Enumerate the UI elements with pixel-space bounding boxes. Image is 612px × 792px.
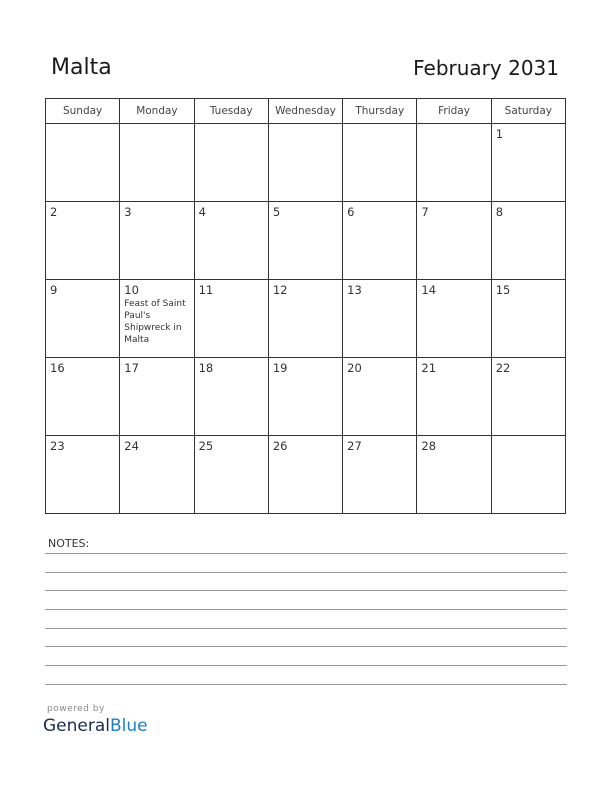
day-number: 26 (272, 439, 288, 453)
day-cell (268, 358, 342, 436)
note-line (45, 572, 567, 573)
day-cell (343, 436, 417, 514)
day-cell (491, 280, 565, 358)
weekday-monday: Monday (120, 99, 194, 124)
day-cell (120, 124, 194, 202)
day-cell (491, 124, 565, 202)
day-number: 22 (495, 361, 511, 375)
week-row-2 (46, 202, 566, 280)
day-cell (46, 280, 120, 358)
day-cell (343, 124, 417, 202)
weekday-saturday: Saturday (491, 99, 565, 124)
day-number: 4 (198, 205, 206, 219)
week-row-5 (46, 436, 566, 514)
day-cell (268, 436, 342, 514)
day-cell (194, 358, 268, 436)
day-number: 18 (198, 361, 214, 375)
week-row-4 (46, 358, 566, 436)
day-number: 23 (50, 439, 65, 453)
day-number: 25 (198, 439, 214, 453)
day-cell (120, 280, 194, 358)
day-cell (491, 436, 565, 514)
day-number: 6 (347, 205, 355, 219)
weekday-thursday: Thursday (343, 99, 417, 124)
powered-by-text: powered by (47, 704, 105, 714)
day-number: 15 (495, 283, 511, 297)
day-number: 11 (198, 283, 214, 297)
day-number: 16 (50, 361, 65, 375)
day-cell (46, 124, 120, 202)
day-cell (268, 124, 342, 202)
day-cell (194, 436, 268, 514)
weekday-header-row (46, 99, 566, 124)
day-number: 7 (421, 205, 429, 219)
day-cell (46, 202, 120, 280)
note-line (45, 646, 567, 647)
month-year-title: February 2031 (413, 56, 559, 80)
note-line (45, 553, 567, 554)
week-row-1 (46, 124, 566, 202)
weekday-tuesday: Tuesday (194, 99, 268, 124)
day-cell (417, 202, 491, 280)
day-cell (268, 202, 342, 280)
day-number: 12 (272, 283, 288, 297)
day-cell (491, 358, 565, 436)
note-line (45, 684, 567, 685)
weekday-wednesday: Wednesday (268, 99, 342, 124)
day-cell (120, 436, 194, 514)
day-cell (343, 358, 417, 436)
brand-blue: Blue (110, 716, 148, 736)
day-cell (343, 202, 417, 280)
day-cell (120, 202, 194, 280)
day-cell (268, 280, 342, 358)
day-cell (120, 358, 194, 436)
weekday-friday: Friday (417, 99, 491, 124)
day-number: 10 (124, 283, 139, 297)
weekday-sunday: Sunday (46, 99, 120, 124)
day-cell (343, 280, 417, 358)
day-number: 20 (347, 361, 362, 375)
day-number: 13 (347, 283, 362, 297)
day-number: 14 (421, 283, 437, 297)
day-cell (46, 358, 120, 436)
day-number: 17 (124, 361, 139, 375)
week-row-3 (46, 280, 566, 358)
day-number: 2 (50, 205, 58, 219)
day-number: 8 (495, 205, 504, 219)
day-cell (491, 202, 565, 280)
brand-general: General (43, 716, 110, 736)
generalblue-logo (43, 716, 148, 736)
day-number: 27 (347, 439, 362, 453)
holiday-event: Feast of Saint Paul's Shipwreck in Malta (124, 299, 186, 345)
day-number: 1 (495, 127, 504, 141)
day-number: 3 (124, 205, 132, 219)
note-line (45, 590, 567, 591)
day-number: 9 (50, 283, 58, 297)
day-cell (417, 436, 491, 514)
note-line (45, 609, 567, 610)
day-cell (194, 202, 268, 280)
day-cell (417, 358, 491, 436)
day-cell (417, 124, 491, 202)
day-cell (417, 280, 491, 358)
note-line (45, 665, 567, 666)
day-number: 28 (421, 439, 437, 453)
day-cell (194, 124, 268, 202)
country-title: Malta (51, 55, 112, 80)
day-number: 5 (272, 205, 281, 219)
note-line (45, 628, 567, 629)
notes-label: NOTES: (48, 537, 90, 550)
day-cell (194, 280, 268, 358)
day-number: 19 (272, 361, 288, 375)
day-cell (46, 436, 120, 514)
day-number: 24 (124, 439, 139, 453)
calendar-grid (45, 98, 566, 514)
day-number: 21 (421, 361, 437, 375)
